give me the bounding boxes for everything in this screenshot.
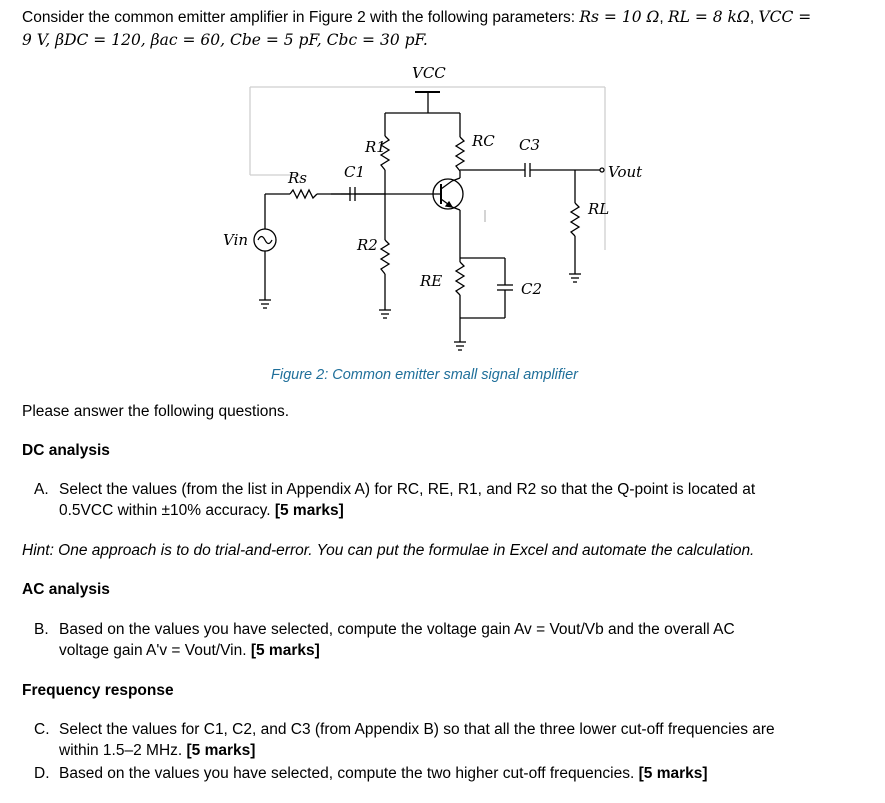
question-b-line-1: Based on the values you have selected, compute the voltage gain Av = Vout/Vb and the overall AC: [59, 621, 735, 638]
question-c-line-2: within 1.5–2 MHz.: [59, 742, 183, 759]
question-d: [22, 763, 862, 784]
figure-caption: Figure 2: Common emitter small signal amplifier: [271, 367, 579, 383]
intro-line-1: Consider the common emitter amplifier in Figure 2 with the following parameters: Rs = 10 Ω, RL = 8 kΩ, VCC =: [22, 8, 812, 26]
hint-text: Hint: One approach is to do trial-and-error. You can put the formulae in Excel and automate the calculation.: [22, 542, 755, 559]
question-c-marks: [5 marks]: [186, 742, 256, 759]
question-a-letter: A.: [34, 481, 49, 498]
heading-ac-analysis: AC analysis: [22, 581, 110, 598]
question-b: [22, 619, 862, 661]
question-c-line-1: Select the values for C1, C2, and C3 (from Appendix B) so that all the three lower cut-off frequencies are: [59, 721, 775, 738]
label-rl: RL: [588, 200, 610, 218]
label-vin: Vin: [223, 231, 249, 249]
circuit-diagram: [200, 60, 660, 360]
question-d-marks: [5 marks]: [638, 765, 708, 782]
label-rs: Rs: [288, 169, 307, 187]
question-a-line-1: Select the values (from the list in Appendix A) for RC, RE, R1, and R2 so that the Q-point is located at: [59, 481, 756, 498]
rs-param: Rs = 10 Ω: [579, 8, 660, 26]
question-a-marks: [5 marks]: [274, 502, 344, 519]
label-c3: C3: [519, 136, 541, 154]
label-c1: C1: [344, 163, 366, 181]
question-b-letter: B.: [34, 621, 49, 638]
heading-dc-analysis: DC analysis: [22, 442, 110, 459]
label-c2: C2: [521, 280, 543, 298]
questions-prompt: Please answer the following questions.: [22, 403, 290, 420]
rl-param: RL = 8 kΩ: [667, 8, 750, 26]
label-r1: R1: [365, 138, 386, 156]
label-re: RE: [420, 272, 443, 290]
label-vout: Vout: [608, 163, 643, 181]
question-b-marks: [5 marks]: [250, 642, 320, 659]
question-d-line-1: Based on the values you have selected, compute the two higher cut-off frequencies.: [59, 765, 635, 782]
label-r2: R2: [357, 236, 378, 254]
heading-frequency-response: Frequency response: [22, 682, 174, 699]
question-b-line-2: voltage gain A'v = Vout/Vin.: [59, 642, 247, 659]
question-c-letter: C.: [34, 721, 50, 738]
question-a-line-2: 0.5VCC within ±10% accuracy.: [59, 502, 271, 519]
label-vcc: VCC: [412, 64, 446, 82]
question-d-letter: D.: [34, 765, 50, 782]
vcc-param: VCC =: [758, 8, 812, 26]
question-a: [22, 479, 862, 521]
label-rc: RC: [472, 132, 495, 150]
intro-line-2: 9 V, βDC = 120, βac = 60, Cbe = 5 pF, Cbc = 30 pF.: [22, 31, 428, 49]
question-c: [22, 719, 862, 761]
